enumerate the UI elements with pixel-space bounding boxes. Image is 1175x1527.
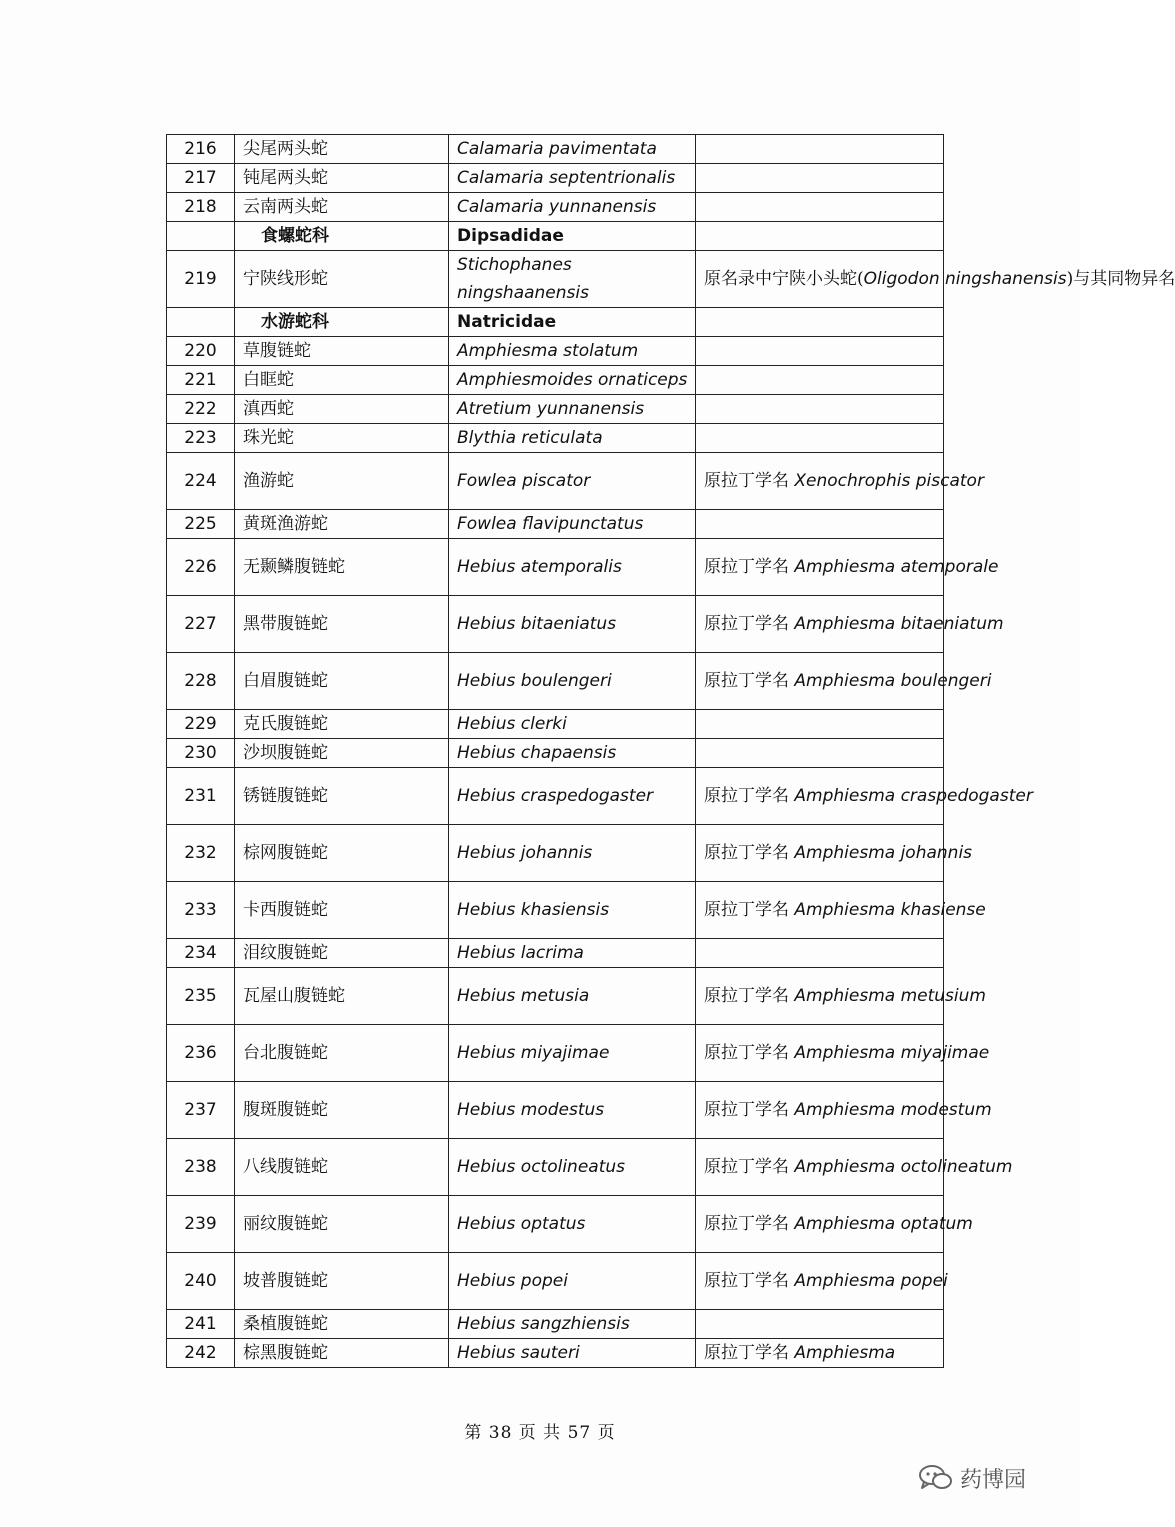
page-footer: 第 38 页 共 57 页 (464, 1423, 616, 1443)
remark-latin-name: Amphiesma metusium (794, 986, 986, 1006)
row-number: 224 (167, 453, 235, 510)
table-row (167, 825, 944, 882)
species-name-chinese: 白眉腹链蛇 (235, 653, 449, 710)
remark-cell (696, 1139, 1013, 1196)
row-number: 228 (167, 653, 235, 710)
row-number: 238 (167, 1139, 235, 1196)
remark-latin-name: Amphiesma (794, 1343, 896, 1363)
remark-cell (696, 135, 944, 164)
species-name-chinese: 瓦屋山腹链蛇 (235, 968, 449, 1025)
species-name-latin: Hebius octolineatus (449, 1139, 696, 1196)
species-name-chinese: 沙坝腹链蛇 (235, 739, 449, 768)
table-row (167, 1339, 944, 1368)
remark-text: 原拉丁学名 (704, 986, 795, 1006)
remark-latin-name: Amphiesma boulengeri (794, 671, 992, 691)
remark-cell (696, 222, 944, 251)
remark-cell (696, 1025, 990, 1082)
species-name-chinese: 草腹链蛇 (235, 337, 449, 366)
row-number: 236 (167, 1025, 235, 1082)
species-name-latin: Calamaria pavimentata (449, 135, 696, 164)
remark-text: 原拉丁学名 (704, 1214, 795, 1234)
remark-cell (696, 1196, 973, 1253)
remark-cell (696, 193, 944, 222)
species-name-chinese: 宁陕线形蛇 (235, 251, 449, 308)
species-name-latin: Hebius lacrima (449, 939, 696, 968)
species-name-latin: Hebius metusia (449, 968, 696, 1025)
table-row (167, 135, 944, 164)
remark-latin-name: Amphiesma craspedogaster (794, 786, 1033, 806)
species-name-chinese: 尖尾两头蛇 (235, 135, 449, 164)
table-row (167, 337, 944, 366)
remark-text: 原拉丁学名 (704, 843, 795, 863)
remark-text: 原名录中宁陕小头蛇( (704, 269, 864, 289)
table-row (167, 768, 944, 825)
remark-cell (696, 453, 984, 510)
species-name-latin: Calamaria septentrionalis (449, 164, 696, 193)
table-row (167, 939, 944, 968)
row-number: 239 (167, 1196, 235, 1253)
species-name-chinese: 克氏腹链蛇 (235, 710, 449, 739)
row-number: 240 (167, 1253, 235, 1310)
row-number: 219 (167, 251, 235, 308)
table-row (167, 510, 944, 539)
row-number: 241 (167, 1310, 235, 1339)
row-number: 216 (167, 135, 235, 164)
remark-text: 原拉丁学名 (704, 1100, 795, 1120)
species-name-latin: Amphiesma stolatum (449, 337, 696, 366)
row-number: 220 (167, 337, 235, 366)
remark-cell (696, 825, 973, 882)
species-name-chinese: 云南两头蛇 (235, 193, 449, 222)
table-row (167, 539, 944, 596)
remark-latin-name: Amphiesma modestum (794, 1100, 992, 1120)
remark-cell (696, 510, 944, 539)
remark-text: 原拉丁学名 (704, 471, 795, 491)
species-name-chinese: 台北腹链蛇 (235, 1025, 449, 1082)
table-row (167, 1025, 944, 1082)
species-name-latin: Fowlea flavipunctatus (449, 510, 696, 539)
row-number: 232 (167, 825, 235, 882)
remark-latin-name: Amphiesma atemporale (794, 557, 999, 577)
species-name-chinese: 滇西蛇 (235, 395, 449, 424)
row-number: 218 (167, 193, 235, 222)
table-row (167, 164, 944, 193)
species-name-latin: Hebius sauteri (449, 1339, 696, 1368)
table-row (167, 739, 944, 768)
row-number: 235 (167, 968, 235, 1025)
row-number: 230 (167, 739, 235, 768)
species-name-latin: Fowlea piscator (449, 453, 696, 510)
remark-cell (696, 1253, 948, 1310)
species-name-chinese: 无颞鳞腹链蛇 (235, 539, 449, 596)
remark-text: 原拉丁学名 (704, 671, 795, 691)
table-row (167, 1082, 944, 1139)
table-row (167, 710, 944, 739)
species-name-latin: Hebius clerki (449, 710, 696, 739)
remark-text: 原拉丁学名 (704, 900, 795, 920)
species-name-chinese: 渔游蛇 (235, 453, 449, 510)
table-row (167, 653, 944, 710)
table-row (167, 1310, 944, 1339)
family-name-latin: Dipsadidae (449, 222, 696, 251)
species-name-latin: Hebius chapaensis (449, 739, 696, 768)
species-name-chinese: 卡西腹链蛇 (235, 882, 449, 939)
row-number: 242 (167, 1339, 235, 1368)
remark-text: 原拉丁学名 (704, 786, 795, 806)
species-name-latin: Hebius boulengeri (449, 653, 696, 710)
remark-text: 原拉丁学名 (704, 1157, 795, 1177)
remark-cell (696, 882, 986, 939)
row-number: 223 (167, 424, 235, 453)
family-name-chinese: 食螺蛇科 (235, 222, 449, 251)
species-table-body (167, 135, 1175, 1368)
remark-latin-name: Amphiesma optatum (794, 1214, 973, 1234)
species-name-chinese: 黄斑渔游蛇 (235, 510, 449, 539)
row-number: 231 (167, 768, 235, 825)
species-name-latin: Hebius modestus (449, 1082, 696, 1139)
species-name-latin: Stichophanes ningshaanensis (449, 251, 696, 308)
species-name-latin: Amphiesmoides ornaticeps (449, 366, 696, 395)
species-name-chinese: 桑植腹链蛇 (235, 1310, 449, 1339)
species-name-chinese: 钝尾两头蛇 (235, 164, 449, 193)
species-name-chinese: 白眶蛇 (235, 366, 449, 395)
family-name-chinese: 水游蛇科 (235, 308, 449, 337)
species-name-latin: Blythia reticulata (449, 424, 696, 453)
remark-text: 原拉丁学名 (704, 557, 795, 577)
species-name-chinese: 黑带腹链蛇 (235, 596, 449, 653)
remark-text: 原拉丁学名 (704, 1343, 795, 1363)
species-name-latin: Hebius bitaeniatus (449, 596, 696, 653)
remark-latin-name: Amphiesma johannis (794, 843, 973, 863)
species-name-latin: Calamaria yunnanensis (449, 193, 696, 222)
row-number: 221 (167, 366, 235, 395)
species-name-latin: Hebius sangzhiensis (449, 1310, 696, 1339)
species-name-chinese: 八线腹链蛇 (235, 1139, 449, 1196)
remark-latin-name: Amphiesma miyajimae (794, 1043, 990, 1063)
remark-cell (696, 366, 944, 395)
remark-cell (696, 539, 999, 596)
remark-cell (696, 596, 1004, 653)
species-name-chinese: 棕黑腹链蛇 (235, 1339, 449, 1368)
table-row (167, 366, 944, 395)
row-number: 226 (167, 539, 235, 596)
row-number: 229 (167, 710, 235, 739)
wechat-icon (918, 1463, 954, 1493)
species-name-latin: Hebius popei (449, 1253, 696, 1310)
remark-cell (696, 653, 992, 710)
remark-latin-name: Amphiesma popei (794, 1271, 948, 1291)
table-row (167, 251, 944, 308)
species-name-chinese: 腹斑腹链蛇 (235, 1082, 449, 1139)
remark-latin-name: Amphiesma bitaeniatum (794, 614, 1004, 634)
species-name-chinese: 锈链腹链蛇 (235, 768, 449, 825)
row-number: 225 (167, 510, 235, 539)
family-name-latin: Natricidae (449, 308, 696, 337)
species-name-latin: Hebius miyajimae (449, 1025, 696, 1082)
table-row (167, 968, 944, 1025)
remark-text: 原拉丁学名 (704, 614, 795, 634)
remark-cell (696, 1339, 944, 1368)
table-row (167, 424, 944, 453)
remark-cell (696, 1310, 944, 1339)
remark-cell (696, 251, 1175, 308)
table-row (167, 1253, 944, 1310)
table-row (167, 453, 944, 510)
row-number (167, 308, 235, 337)
species-name-latin: Hebius craspedogaster (449, 768, 696, 825)
remark-cell (696, 1082, 992, 1139)
table-row (167, 1139, 944, 1196)
species-name-latin: Hebius khasiensis (449, 882, 696, 939)
remark-cell (696, 768, 1033, 825)
remark-text: 原拉丁学名 (704, 1043, 795, 1063)
remark-text: 原拉丁学名 (704, 1271, 795, 1291)
remark-cell (696, 308, 944, 337)
remark-cell (696, 739, 944, 768)
row-number: 233 (167, 882, 235, 939)
remark-cell (696, 710, 944, 739)
table-row (167, 882, 944, 939)
remark-cell (696, 164, 944, 193)
species-table (166, 134, 1175, 1368)
species-name-chinese: 泪纹腹链蛇 (235, 939, 449, 968)
row-number: 217 (167, 164, 235, 193)
row-number: 237 (167, 1082, 235, 1139)
table-row (167, 596, 944, 653)
species-name-chinese: 坡普腹链蛇 (235, 1253, 449, 1310)
species-name-latin: Hebius johannis (449, 825, 696, 882)
remark-latin-name: Xenochrophis piscator (794, 471, 984, 491)
row-number: 222 (167, 395, 235, 424)
remark-cell (696, 968, 986, 1025)
family-row (167, 308, 944, 337)
remark-cell (696, 939, 944, 968)
species-name-latin: Hebius optatus (449, 1196, 696, 1253)
family-row (167, 222, 944, 251)
species-name-chinese: 丽纹腹链蛇 (235, 1196, 449, 1253)
row-number: 227 (167, 596, 235, 653)
remark-latin-name: Amphiesma khasiense (794, 900, 986, 920)
species-name-latin: Hebius atemporalis (449, 539, 696, 596)
species-name-chinese: 棕网腹链蛇 (235, 825, 449, 882)
table-row (167, 193, 944, 222)
table-row (167, 395, 944, 424)
watermark-text: 药博园 (960, 1467, 1027, 1493)
remark-cell (696, 337, 944, 366)
watermark (918, 1458, 1026, 1498)
table-row (167, 1196, 944, 1253)
row-number: 234 (167, 939, 235, 968)
remark-cell (696, 424, 944, 453)
species-name-chinese: 珠光蛇 (235, 424, 449, 453)
remark-text-suffix: )与其同物异名 (1066, 269, 1175, 289)
species-name-latin: Atretium yunnanensis (449, 395, 696, 424)
remark-cell (696, 395, 944, 424)
remark-latin-name: Amphiesma octolineatum (794, 1157, 1013, 1177)
row-number (167, 222, 235, 251)
remark-latin-name: Oligodon ningshanensis (863, 269, 1067, 289)
